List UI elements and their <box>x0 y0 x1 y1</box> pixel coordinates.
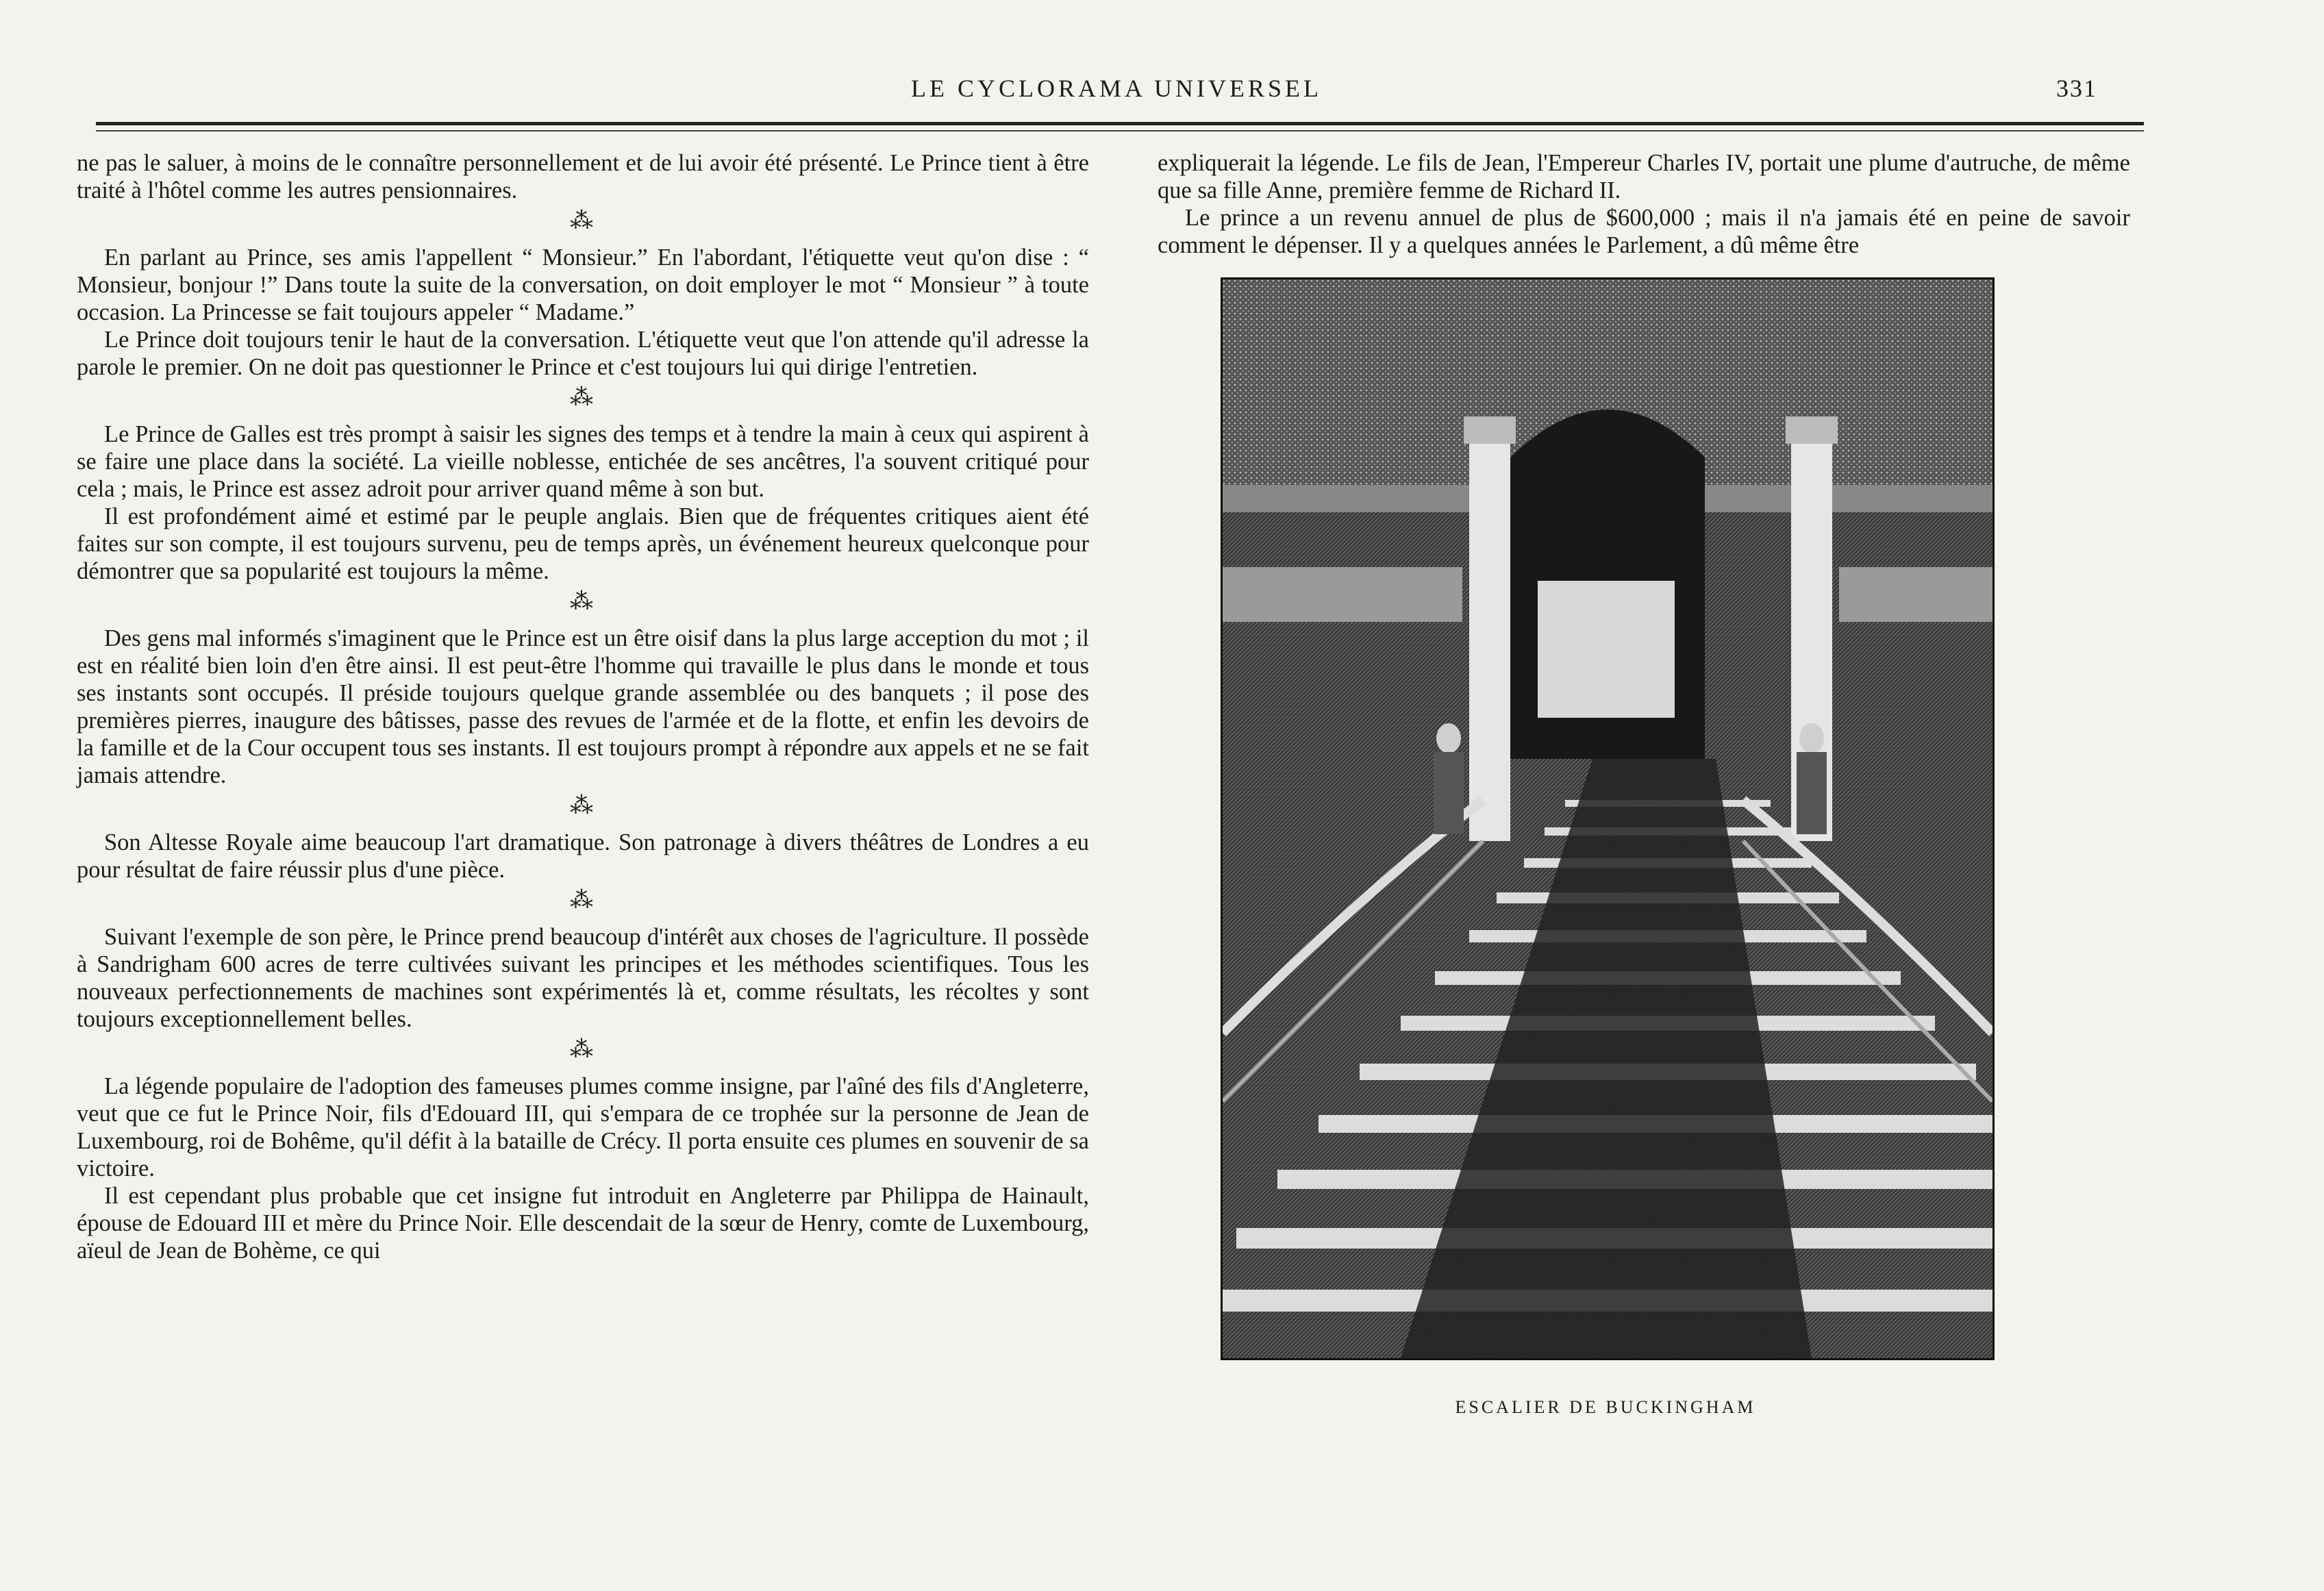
figure-caption: ESCALIER DE BUCKINGHAM <box>1455 1397 1756 1417</box>
paragraph: Le Prince de Galles est très prompt à saisir les signes des temps et à tendre la main à ceux qui aspirent à se faire une place dans la société. La vieille noblesse, entichée de ses ancêtres, l'a souvent critiqué pour cela ; mais, le Prince est assez adroit pour arriver quand même à son but. <box>77 421 1089 502</box>
ornament-asterism: ⁂ <box>570 589 596 614</box>
paragraph: Son Altesse Royale aime beaucoup l'art dramatique. Son patronage à divers théâtres de Londres a eu pour résultat de faire réussir plus d'une pièce. <box>77 829 1089 883</box>
right-column <box>1158 149 2130 259</box>
paragraph: En parlant au Prince, ses amis l'appellent “ Monsieur.” En l'abordant, l'étiquette veut qu'on dise : “ Monsieur, bonjour !” Dans toute la suite de la conversation, on doit employer le mot “ Monsieur ” à toute occasion. La Princesse se fait toujours appeler “ Madame.” <box>77 245 1089 325</box>
running-title: LE CYCLORAMA UNIVERSEL <box>911 75 1323 102</box>
left-column <box>77 149 1089 1264</box>
header-rule-thin <box>96 130 2144 131</box>
ornament-asterism: ⁂ <box>570 208 596 234</box>
paragraph: Suivant l'exemple de son père, le Prince prend beaucoup d'intérêt aux choses de l'agriculture. Il possède à Sandrigham 600 acres de terre cultivées suivant les principes et les méthodes scientifiques. Tous les nouveaux perfectionnements de machines sont expérimentés là et, comme résultats, les récoltes y sont toujours exceptionnellement belles. <box>77 924 1089 1032</box>
paragraph: La légende populaire de l'adoption des fameuses plumes comme insigne, par l'aîné des fils d'Angleterre, veut que ce fut le Prince Noir, fils d'Edouard III, qui s'empara de ce trophée sur la personne de Jean de Luxembourg, roi de Bohême, qu'il défit à la bataille de Crécy. Il porta ensuite ces plumes en souvenir de sa victoire. <box>77 1073 1089 1181</box>
paragraph: expliquerait la légende. Le fils de Jean, l'Empereur Charles IV, portait une plume d'autruche, de même que sa fille Anne, première femme de Richard II. <box>1158 150 2130 203</box>
paragraph: Le Prince doit toujours tenir le haut de la conversation. L'étiquette veut que l'on attende qu'il adresse la parole le premier. On ne doit pas questionner le Prince et c'est toujours lui qui dirige l'entretien. <box>77 327 1089 380</box>
ornament-asterism: ⁂ <box>570 1037 596 1062</box>
ornament-asterism: ⁂ <box>570 793 596 818</box>
paragraph: Il est profondément aimé et estimé par le peuple anglais. Bien que de fréquentes critiques aient été faites sur son compte, il est toujours survenu, peu de temps après, un événement heureux quelconque pour démontrer que sa popularité est toujours la même. <box>77 503 1089 584</box>
paragraph: Le prince a un revenu annuel de plus de $600,000 ; mais il n'a jamais été en peine de savoir comment le dépenser. Il y a quelques années le Parlement, a dû même être <box>1158 205 2130 258</box>
paragraph: Il est cependant plus probable que cet insigne fut introduit en Angleterre par Philippa de Hainault, épouse de Edouard III et mère du Prince Noir. Elle descendait de la sœur de Henry, comte de Luxembourg, aïeul de Jean de Bohème, ce qui <box>77 1183 1089 1264</box>
ornament-asterism: ⁂ <box>570 888 596 913</box>
page-number: 331 <box>2056 75 2097 102</box>
paragraph: ne pas le saluer, à moins de le connaître personnellement et de lui avoir été présenté. Le Prince tient à être traité à l'hôtel comme les autres pensionnaires. <box>77 150 1089 203</box>
staircase-engraving <box>1221 277 1995 1360</box>
ornament-asterism: ⁂ <box>570 385 596 410</box>
header-rule <box>96 122 2144 125</box>
paragraph: Des gens mal informés s'imaginent que le Prince est un être oisif dans la plus large acception du mot ; il est en réalité bien loin d'en être ainsi. Il est peut-être l'homme qui travaille le plus dans le monde et tous ses instants sont occupés. Il préside toujours quelque grande assemblée ou des banquets ; il pose des premières pierres, inaugure des bâtisses, passe des revues de l'armée et de la flotte, et enfin les devoirs de la famille et de la Cour occupent tous ses instants. Il est toujours prompt à répondre aux appels et ne se fait jamais attendre. <box>77 625 1089 788</box>
